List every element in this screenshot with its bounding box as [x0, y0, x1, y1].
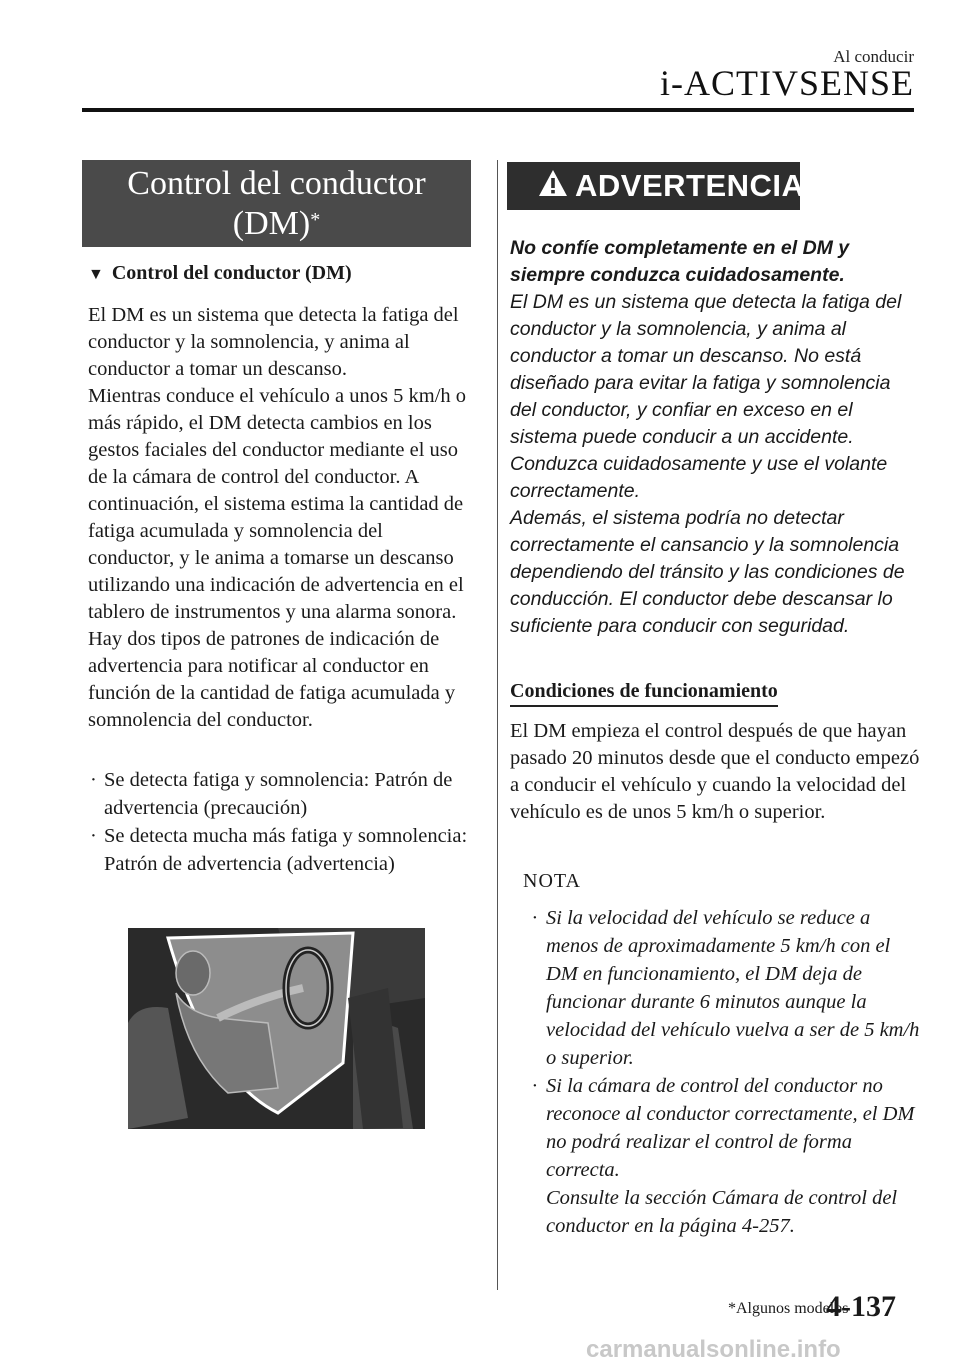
list-item: · Se detecta fatiga y somnolencia: Patrón de advertencia (precaución)	[88, 766, 473, 822]
driver-camera-illustration	[128, 928, 425, 1129]
watermark: carmanualsonline.info	[586, 1336, 841, 1363]
conditions-heading: Condiciones de funcionamiento	[510, 680, 778, 707]
column-divider	[497, 160, 498, 1290]
header-section: Al conducir	[833, 47, 914, 66]
triangle-marker-icon: ▼	[88, 266, 104, 283]
bullet-dot: ·	[90, 769, 97, 791]
warning-text	[510, 235, 920, 640]
warning-banner	[507, 162, 805, 210]
section-title-line2: (DM)*	[232, 205, 321, 242]
section-title-box	[82, 160, 471, 247]
note-reference: Consulte la sección Cámara de control del conductor en la página 4-257.	[546, 1187, 898, 1237]
note-label: NOTA	[523, 870, 581, 892]
body-text	[88, 302, 473, 734]
page-number: 4-137	[826, 1290, 896, 1323]
note-list	[530, 904, 920, 1240]
bullet-list	[88, 766, 473, 878]
warning-label: ADVERTENCIA	[575, 168, 805, 203]
bullet-dot: ·	[532, 1075, 538, 1097]
bullet-dot: ·	[90, 825, 97, 847]
bullet-dot: ·	[532, 907, 538, 929]
paragraph: El DM es un sistema que detecta la fatiga del conductor y la somnolencia, y anima al conductor a tomar un descanso.	[88, 304, 459, 380]
optional-star: *	[310, 209, 321, 231]
list-item: · Si la cámara de control del conductor no reconoce al conductor correctamente, el DM no podrá realizar el control de forma correcta. Consulte la sección Cámara de control del conductor en la página 4-257.	[530, 1072, 920, 1240]
warning-bold-text: No confíe completamente en el DM y siempre conduzca cuidadosamente.	[510, 237, 850, 286]
sub-heading: ▼ Control del conductor (DM)	[88, 262, 352, 284]
paragraph: Mientras conduce el vehículo a unos 5 km/h o más rápido, el DM detecta cambios en los gestos faciales del conductor mediante el uso de la cámara de control del conductor. A continuación, el sistema estima la cantidad de fatiga acumulada y somnolencia del conductor, y le anima a tomarse un descanso utilizando una indicación de advertencia en el tablero de instrumentos y una alarma sonora.	[88, 385, 467, 623]
list-item: · Se detecta mucha más fatiga y somnolencia: Patrón de advertencia (advertencia)	[88, 822, 473, 878]
section-title-line1: Control del conductor	[127, 165, 426, 202]
warning-triangle-icon	[537, 168, 569, 198]
conditions-text: El DM empieza el control después de que hayan pasado 20 minutos desde que el conducto empezó a conducir el vehículo y cuando la velocidad del vehículo es de unos 5 km/h o superior.	[510, 720, 920, 823]
header-title: i-ACTIVSENSE	[660, 63, 914, 103]
paragraph: Hay dos tipos de patrones de indicación de advertencia para notificar al conductor en función de la cantidad de fatiga acumulada y somnolencia del conductor.	[88, 628, 456, 731]
warning-paragraph: Además, el sistema podría no detectar correctamente el cansancio y la somnolencia dependiendo del tránsito y las condiciones de conducción. El conductor debe descansar lo suficiente para conducir con seguridad.	[510, 507, 905, 637]
footer-note: *Algunos modelos	[728, 1300, 849, 1317]
list-item: · Si la velocidad del vehículo se reduce a menos de aproximadamente 5 km/h con el DM en funcionamiento, el DM deja de funcionar durante 6 minutos aunque la velocidad del vehículo vuelva a ser de 5 km/h o superior.	[530, 904, 920, 1072]
header-rule	[82, 108, 914, 112]
warning-paragraph: El DM es un sistema que detecta la fatiga del conductor y la somnolencia, y anima al conductor a tomar un descanso. No está diseñado para evitar la fatiga y somnolencia del conductor, y confiar en exceso en el sistema puede conducir a un accidente. Conduzca cuidadosamente y use el volante correctamente.	[510, 291, 902, 502]
